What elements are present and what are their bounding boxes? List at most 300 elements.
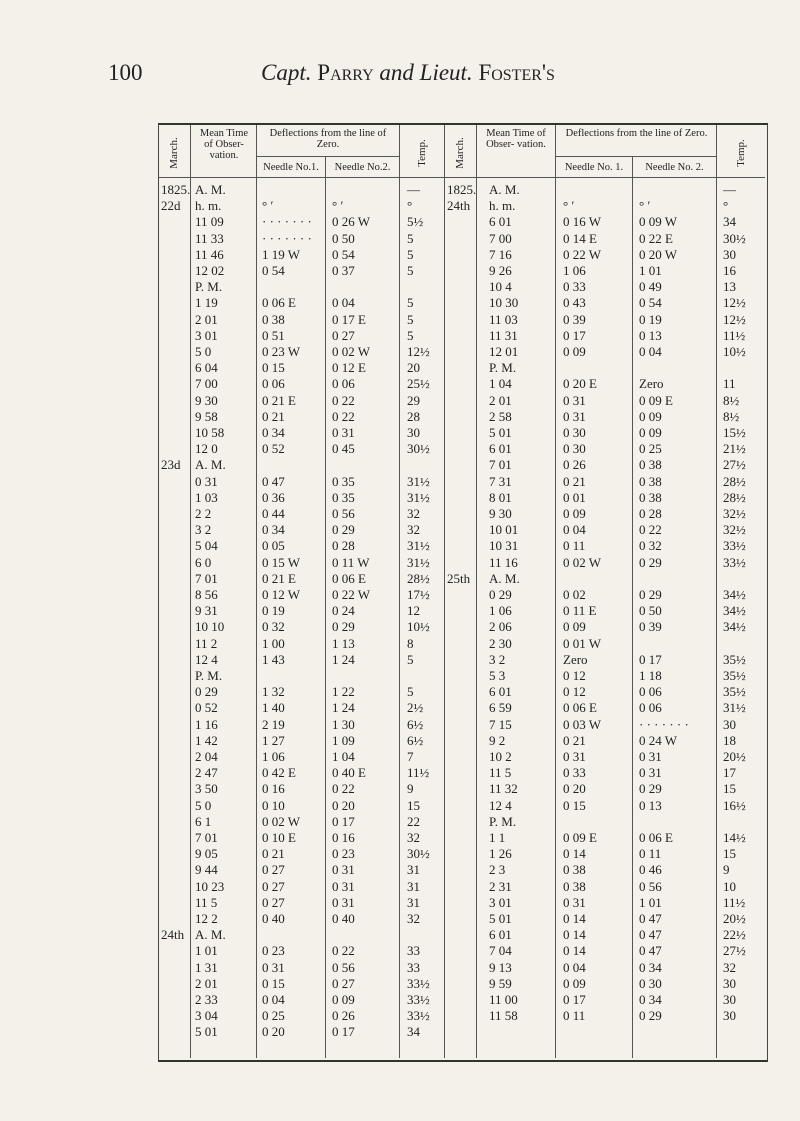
right-time-cell: 7 31 xyxy=(489,473,512,489)
right-temp-cell: 11 xyxy=(723,376,736,392)
right-time-cell: 11 03 xyxy=(489,311,518,327)
right-needle1-cell: 0 14 xyxy=(563,927,586,943)
left-needle1-cell: 0 21 E xyxy=(262,392,296,408)
page-number: 100 xyxy=(108,60,143,85)
right-temp-cell: 31½ xyxy=(723,700,746,716)
right-needle1-cell: 0 14 xyxy=(563,846,586,862)
right-needle1-cell: 0 11 xyxy=(563,538,586,554)
right-time-cell: 11 58 xyxy=(489,1008,518,1024)
left-time-cell: 2 2 xyxy=(195,506,212,521)
left-needle2-cell: 0 11 W xyxy=(332,554,370,570)
right-needle1-cell: 0 11 xyxy=(563,1008,586,1024)
right-needle2-cell: 0 29 xyxy=(639,1008,662,1024)
left-temp-cell: 12 xyxy=(407,603,420,619)
left-time-cell: 1 19 xyxy=(195,295,218,311)
right-needle1-cell: 0 09 xyxy=(563,619,586,635)
right-time-cell: 12 01 xyxy=(489,344,519,359)
left-needle2-cell: 0 06 xyxy=(332,376,355,392)
left-needle2-cell: 0 06 E xyxy=(332,570,366,586)
right-needle1-cell: 0 31 xyxy=(563,749,586,764)
right-time-cell: 9 2 xyxy=(489,732,506,748)
right-time-cell: 9 26 xyxy=(489,263,512,278)
left-time-cell: 6 0 xyxy=(195,554,212,570)
left-temp-cell: 25½ xyxy=(407,376,430,392)
right-needle2-cell: 0 06 xyxy=(639,684,662,700)
right-needle1-cell: 0 31 xyxy=(563,408,586,424)
right-needle1-cell: 0 30 xyxy=(563,441,586,457)
left-temp-cell: 5 xyxy=(407,246,414,262)
left-needle1-cell: 0 54 xyxy=(262,263,285,278)
left-time-cell: 7 01 xyxy=(195,830,218,845)
left-needle1-cell: 0 31 xyxy=(262,959,285,975)
right-temp-cell: 28½ xyxy=(723,489,746,505)
right-needle2-cell: 0 19 xyxy=(639,311,662,327)
left-temp-cell: 20 xyxy=(407,360,420,376)
right-temp-cell: 20½ xyxy=(723,911,746,926)
right-needle2-cell: 0 04 xyxy=(639,344,662,359)
right-needle1-cell: ° ′ xyxy=(563,198,575,214)
left-time-cell: 12 2 xyxy=(195,911,218,926)
right-time-cell: 10 01 xyxy=(489,522,519,538)
left-time-cell: 3 04 xyxy=(195,1008,218,1024)
left-temp-cell: 33½ xyxy=(407,1008,430,1024)
left-needle2-cell: 0 22 xyxy=(332,943,355,959)
left-needle2-cell: 1 04 xyxy=(332,749,355,764)
left-temp-cell: 17½ xyxy=(407,587,430,602)
needle1-header-right: Needle No. 1. xyxy=(564,162,624,173)
right-temp-cell: 30 xyxy=(723,975,736,991)
left-time-cell: 12 4 xyxy=(195,651,218,667)
right-time-cell: 1 06 xyxy=(489,603,512,619)
left-temp-cell: 5 xyxy=(407,327,414,343)
right-needle2-cell: 0 38 xyxy=(639,489,662,505)
right-temp-cell: 34½ xyxy=(723,603,746,619)
mean-time-header-right: Mean Time of Obser- vation. xyxy=(486,128,546,150)
left-needle2-cell: 0 04 xyxy=(332,295,355,311)
left-temp-cell: 32 xyxy=(407,522,420,538)
right-needle1-cell: 0 09 xyxy=(563,975,586,991)
right-needle2-cell: 0 47 xyxy=(639,927,662,943)
left-temp-cell: 15 xyxy=(407,797,420,813)
right-temp-cell: 11½ xyxy=(723,327,746,343)
right-temp-cell: 35½ xyxy=(723,684,746,700)
left-needle1-cell: 0 19 xyxy=(262,603,285,619)
left-temp-cell: 5½ xyxy=(407,214,424,230)
temp-header-left: Temp. xyxy=(416,139,428,167)
right-needle2-cell: 0 47 xyxy=(639,911,662,926)
right-time-cell: 11 31 xyxy=(489,327,518,343)
left-needle1-cell: 0 15 W xyxy=(262,554,301,570)
right-needle2-cell: 0 09 W xyxy=(639,214,678,230)
left-temp-cell: 7 xyxy=(407,749,414,764)
left-temp-cell: 10½ xyxy=(407,619,430,635)
left-needle2-cell: 1 13 xyxy=(332,635,355,651)
right-needle1-cell: 0 22 W xyxy=(563,246,602,262)
left-needle1-cell: 1 43 xyxy=(262,651,285,667)
left-needle2-cell: 0 22 xyxy=(332,392,355,408)
right-needle1-cell: 0 14 xyxy=(563,943,586,959)
left-time-cell: 11 46 xyxy=(195,246,224,262)
right-time-cell: 11 16 xyxy=(489,554,518,570)
left-temp-cell: 11½ xyxy=(407,765,430,781)
left-needle2-cell: 0 27 xyxy=(332,975,355,991)
left-time-cell: 9 05 xyxy=(195,846,218,862)
right-time-cell: 9 59 xyxy=(489,975,512,991)
left-time-cell: 9 30 xyxy=(195,392,218,408)
right-temp-cell: 15 xyxy=(723,846,736,862)
running-head: Capt. Parry and Lieut. Foster's xyxy=(261,60,555,85)
right-temp-cell: 12½ xyxy=(723,295,746,311)
left-time-cell: 12 0 xyxy=(195,441,218,457)
right-time-cell: 5 01 xyxy=(489,911,512,926)
right-temp-cell: 33½ xyxy=(723,538,746,554)
left-needle1-cell: 0 21 E xyxy=(262,570,296,586)
right-needle1-cell: 0 04 xyxy=(563,959,586,975)
right-time-cell: 6 01 xyxy=(489,927,512,943)
needle2-header-right: Needle No. 2. xyxy=(645,162,704,173)
left-needle1-cell: 0 23 xyxy=(262,943,285,959)
left-needle1-cell: 0 42 E xyxy=(262,765,296,781)
right-time-cell: 2 31 xyxy=(489,878,512,894)
left-temp-cell: 28 xyxy=(407,408,420,424)
left-temp-cell: 33½ xyxy=(407,992,430,1007)
right-needle1-cell: 0 39 xyxy=(563,311,586,327)
right-temp-cell: ° xyxy=(723,198,729,214)
left-time-cell: A. M. xyxy=(195,182,226,197)
left-needle2-cell: 0 50 xyxy=(332,230,355,246)
month-header-left: March. xyxy=(168,137,180,169)
right-temp-cell: 14½ xyxy=(723,830,746,845)
left-needle1-cell: 0 47 xyxy=(262,473,285,489)
left-needle2-cell: 0 31 xyxy=(332,894,355,910)
right-time-cell: 11 32 xyxy=(489,781,518,797)
right-time-cell: 5 01 xyxy=(489,425,512,440)
right-time-cell: P. M. xyxy=(489,813,517,829)
left-needle2-cell: 0 17 E xyxy=(332,311,366,327)
right-time-cell: 1 26 xyxy=(489,846,512,862)
left-temp-cell: 5 xyxy=(407,651,414,667)
left-temp-cell: ° xyxy=(407,198,413,214)
left-time-cell: 6 1 xyxy=(195,813,212,829)
right-needle1-cell: 0 11 E xyxy=(563,603,597,619)
right-temp-cell: 17 xyxy=(723,765,736,781)
right-time-cell: 9 13 xyxy=(489,959,512,975)
left-temp-cell: 5 xyxy=(407,311,414,327)
left-time-cell: 11 09 xyxy=(195,214,224,230)
left-needle2-cell: 0 22 xyxy=(332,408,355,424)
right-needle1-cell: 0 21 xyxy=(563,732,586,748)
right-needle2-cell: 0 25 xyxy=(639,441,662,457)
right-needle2-cell: 0 31 xyxy=(639,749,662,764)
right-needle2-cell: 0 20 W xyxy=(639,246,678,262)
right-time-cell: 1 1 xyxy=(489,830,506,845)
right-needle1-cell: 0 33 xyxy=(563,279,586,295)
right-needle1-cell: 0 06 E xyxy=(563,700,597,716)
left-needle1-cell: 0 27 xyxy=(262,894,285,910)
right-time-cell: 0 29 xyxy=(489,587,512,602)
left-time-cell: P. M. xyxy=(195,279,223,295)
left-needle2-cell: 0 23 xyxy=(332,846,355,862)
right-time-cell: 6 01 xyxy=(489,214,512,230)
needle1-header-left: Needle No.1. xyxy=(263,162,319,173)
left-temp-cell: 31½ xyxy=(407,554,430,570)
right-temp-cell: 10 xyxy=(723,878,736,894)
observation-table xyxy=(158,123,768,1062)
left-temp-cell: 30½ xyxy=(407,441,430,457)
left-time-cell: P. M. xyxy=(195,668,223,683)
left-time-cell: 5 0 xyxy=(195,344,212,359)
right-needle1-cell: 0 01 W xyxy=(563,635,602,651)
right-needle2-cell: 0 29 xyxy=(639,781,662,797)
right-time-cell: 6 01 xyxy=(489,684,512,700)
right-time-cell: h. m. xyxy=(489,198,516,214)
right-needle2-cell: 0 34 xyxy=(639,959,662,975)
right-time-cell: 2 01 xyxy=(489,392,512,408)
right-needle2-cell: 0 22 xyxy=(639,522,662,538)
left-needle1-cell: · · · · · · · xyxy=(262,230,312,246)
right-time-cell: 10 4 xyxy=(489,279,512,295)
left-needle1-cell: 0 36 xyxy=(262,489,285,505)
left-temp-cell: 31½ xyxy=(407,489,430,505)
right-needle2-cell: 0 09 xyxy=(639,425,662,440)
right-needle2-cell: 0 50 xyxy=(639,603,662,619)
left-temp-cell: 29 xyxy=(407,392,420,408)
left-time-cell: 2 01 xyxy=(195,975,218,991)
right-needle2-cell: 0 22 E xyxy=(639,230,673,246)
right-temp-cell: 30 xyxy=(723,716,736,732)
left-needle1-cell: 0 27 xyxy=(262,878,285,894)
left-temp-cell: 31 xyxy=(407,878,420,894)
right-date-cell: 25th xyxy=(447,570,471,586)
right-time-cell: 2 58 xyxy=(489,408,512,424)
left-temp-cell: 31 xyxy=(407,894,420,910)
left-needle1-cell: 0 38 xyxy=(262,311,285,327)
left-needle2-cell: 0 09 xyxy=(332,992,355,1007)
right-time-cell: P. M. xyxy=(489,360,517,376)
right-temp-cell: 18 xyxy=(723,732,736,748)
right-needle2-cell: 0 54 xyxy=(639,295,662,311)
right-temp-cell: 8½ xyxy=(723,408,740,424)
right-time-cell: 7 04 xyxy=(489,943,512,959)
left-needle1-cell: 0 25 xyxy=(262,1008,285,1024)
left-needle2-cell: 0 22 W xyxy=(332,587,371,602)
right-time-cell: 1 04 xyxy=(489,376,512,392)
right-temp-cell: — xyxy=(723,182,736,197)
right-needle2-cell: 0 06 E xyxy=(639,830,673,845)
right-needle2-cell: 1 18 xyxy=(639,668,662,683)
right-temp-cell: 13 xyxy=(723,279,736,295)
temp-header-right: Temp. xyxy=(735,139,747,167)
right-time-cell: 7 15 xyxy=(489,716,512,732)
right-needle1-cell: 0 14 xyxy=(563,911,586,926)
right-time-cell: 3 2 xyxy=(489,651,506,667)
right-time-cell: 12 4 xyxy=(489,797,512,813)
right-temp-cell: 32 xyxy=(723,959,736,975)
left-needle1-cell: 1 06 xyxy=(262,749,285,764)
left-date-cell: 22d xyxy=(161,198,181,214)
left-time-cell: h. m. xyxy=(195,198,222,214)
left-time-cell: 0 52 xyxy=(195,700,218,716)
right-time-cell: 11 5 xyxy=(489,765,512,781)
left-needle2-cell: 0 56 xyxy=(332,959,355,975)
right-needle1-cell: 0 04 xyxy=(563,522,586,538)
right-needle2-cell: 0 11 xyxy=(639,846,662,862)
right-temp-cell: 15 xyxy=(723,781,736,797)
left-temp-cell: 8 xyxy=(407,635,414,651)
left-time-cell: 2 04 xyxy=(195,749,218,764)
page-header xyxy=(108,60,708,90)
right-temp-cell: 16 xyxy=(723,263,736,278)
right-temp-cell: 27½ xyxy=(723,457,746,473)
left-time-cell: 5 01 xyxy=(195,1024,218,1040)
left-needle1-cell: 0 02 W xyxy=(262,813,301,829)
left-temp-cell: 32 xyxy=(407,911,420,926)
right-needle2-cell: 0 13 xyxy=(639,797,662,813)
right-temp-cell: 32½ xyxy=(723,522,746,538)
left-time-cell: A. M. xyxy=(195,457,226,473)
left-time-cell: 9 31 xyxy=(195,603,218,619)
right-time-cell: 11 00 xyxy=(489,992,518,1007)
right-temp-cell: 34½ xyxy=(723,587,746,602)
right-needle2-cell: Zero xyxy=(639,376,664,392)
right-needle2-cell: 1 01 xyxy=(639,894,662,910)
right-needle1-cell: 0 02 xyxy=(563,587,586,602)
left-needle1-cell: 0 51 xyxy=(262,327,285,343)
right-needle2-cell: 0 32 xyxy=(639,538,662,554)
left-needle2-cell: 0 31 xyxy=(332,425,355,440)
left-time-cell: 9 58 xyxy=(195,408,218,424)
right-time-cell: 3 01 xyxy=(489,894,512,910)
right-needle1-cell: 0 30 xyxy=(563,425,586,440)
left-time-cell: 7 00 xyxy=(195,376,218,392)
right-needle1-cell: 0 09 xyxy=(563,506,586,521)
right-temp-cell: 20½ xyxy=(723,749,746,764)
right-time-cell: 6 01 xyxy=(489,441,512,457)
left-time-cell: 1 42 xyxy=(195,732,218,748)
right-needle2-cell: 1 01 xyxy=(639,263,662,278)
left-needle2-cell: 0 37 xyxy=(332,263,355,278)
left-needle2-cell: 0 26 W xyxy=(332,214,371,230)
table-row xyxy=(159,1007,765,1025)
right-needle1-cell: 0 31 xyxy=(563,392,586,408)
right-needle2-cell: 0 09 xyxy=(639,408,662,424)
right-time-cell: 2 30 xyxy=(489,635,512,651)
left-temp-cell: 2½ xyxy=(407,700,424,716)
left-needle1-cell: 0 23 W xyxy=(262,344,301,359)
right-needle2-cell: 0 28 xyxy=(639,506,662,521)
left-time-cell: 9 44 xyxy=(195,862,218,878)
left-time-cell: 6 04 xyxy=(195,360,218,376)
right-time-cell: 7 00 xyxy=(489,230,512,246)
right-needle2-cell: 0 56 xyxy=(639,878,662,894)
left-time-cell: 1 01 xyxy=(195,943,218,959)
left-needle1-cell: · · · · · · · xyxy=(262,214,312,230)
left-needle1-cell: 0 27 xyxy=(262,862,285,878)
right-time-cell: 5 3 xyxy=(489,668,506,683)
right-needle2-cell: 0 06 xyxy=(639,700,662,716)
left-needle1-cell: 0 15 xyxy=(262,975,285,991)
left-temp-cell: 32 xyxy=(407,830,420,845)
left-time-cell: 10 10 xyxy=(195,619,225,635)
left-needle1-cell: 1 27 xyxy=(262,732,285,748)
right-needle1-cell: 0 14 E xyxy=(563,230,597,246)
left-needle2-cell: 0 27 xyxy=(332,327,355,343)
left-temp-cell: 31 xyxy=(407,862,420,878)
left-needle2-cell: ° ′ xyxy=(332,198,344,214)
right-temp-cell: 30 xyxy=(723,992,736,1007)
left-needle2-cell: 0 35 xyxy=(332,473,355,489)
right-needle2-cell: 0 39 xyxy=(639,619,662,635)
left-needle1-cell: 0 34 xyxy=(262,425,285,440)
left-time-cell: 8 56 xyxy=(195,587,218,602)
left-needle2-cell: 0 26 xyxy=(332,1008,355,1024)
left-temp-cell: 5 xyxy=(407,684,414,700)
mean-time-header-left: Mean Time of Obser- vation. xyxy=(199,128,249,161)
right-needle2-cell: 0 30 xyxy=(639,975,662,991)
left-needle2-cell: 0 24 xyxy=(332,603,355,619)
left-time-cell: A. M. xyxy=(195,927,226,943)
left-needle1-cell: 0 10 xyxy=(262,797,285,813)
right-temp-cell: 15½ xyxy=(723,425,746,440)
needle2-header-left: Needle No.2. xyxy=(334,162,391,173)
right-temp-cell: 10½ xyxy=(723,344,746,359)
right-date-cell: 1825. xyxy=(447,182,477,197)
left-needle1-cell: 0 44 xyxy=(262,506,285,521)
right-temp-cell: 9 xyxy=(723,862,730,878)
left-time-cell: 10 23 xyxy=(195,878,225,894)
left-temp-cell: 5 xyxy=(407,263,414,278)
left-time-cell: 5 0 xyxy=(195,797,212,813)
left-temp-cell: 33½ xyxy=(407,975,430,991)
left-temp-cell: 12½ xyxy=(407,344,430,359)
right-temp-cell: 11½ xyxy=(723,894,746,910)
left-needle2-cell: 0 17 xyxy=(332,1024,355,1040)
right-temp-cell: 16½ xyxy=(723,797,746,813)
right-temp-cell: 8½ xyxy=(723,392,740,408)
left-needle2-cell: 0 54 xyxy=(332,246,355,262)
left-time-cell: 1 03 xyxy=(195,489,218,505)
left-time-cell: 1 16 xyxy=(195,716,218,732)
right-needle1-cell: 0 17 xyxy=(563,992,586,1007)
left-temp-cell: 31½ xyxy=(407,473,430,489)
left-time-cell: 2 01 xyxy=(195,311,218,327)
right-temp-cell: 21½ xyxy=(723,441,746,457)
left-needle1-cell: 0 06 xyxy=(262,376,285,392)
left-date-cell: 23d xyxy=(161,457,181,473)
left-time-cell: 0 29 xyxy=(195,684,218,700)
right-time-cell: 2 06 xyxy=(489,619,512,635)
right-needle2-cell: 0 38 xyxy=(639,473,662,489)
right-date-cell: 24th xyxy=(447,198,471,214)
left-needle1-cell: 0 32 xyxy=(262,619,285,635)
left-needle2-cell: 0 29 xyxy=(332,619,355,635)
left-temp-cell: 28½ xyxy=(407,570,430,586)
left-time-cell: 2 47 xyxy=(195,765,218,781)
left-needle1-cell: 0 06 E xyxy=(262,295,296,311)
right-needle1-cell: 0 31 xyxy=(563,894,586,910)
right-temp-cell: 35½ xyxy=(723,668,746,683)
right-needle1-cell: 0 38 xyxy=(563,862,586,878)
left-needle2-cell: 1 24 xyxy=(332,700,355,716)
month-header-right: March. xyxy=(454,137,466,169)
left-temp-cell: 9 xyxy=(407,781,414,797)
left-time-cell: 0 31 xyxy=(195,473,218,489)
right-time-cell: 10 30 xyxy=(489,295,519,311)
right-needle1-cell: 0 43 xyxy=(563,295,586,311)
right-needle2-cell: 0 47 xyxy=(639,943,662,959)
left-date-cell: 24th xyxy=(161,927,185,943)
right-needle2-cell: 0 49 xyxy=(639,279,662,295)
